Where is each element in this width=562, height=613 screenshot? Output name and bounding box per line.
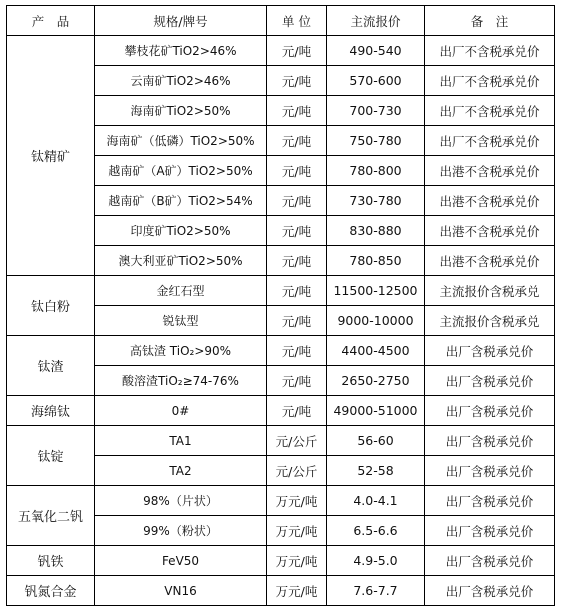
note-cell: 出厂含税承兑价	[425, 426, 555, 456]
note-cell: 出港不含税承兑价	[425, 216, 555, 246]
spec-cell: 酸溶渣TiO₂≥74-76%	[95, 366, 267, 396]
spec-cell: TA2	[95, 456, 267, 486]
spec-cell: 金红石型	[95, 276, 267, 306]
price-cell: 4.9-5.0	[327, 546, 425, 576]
unit-cell: 万元/吨	[267, 576, 327, 606]
table-row	[7, 426, 555, 456]
unit-cell: 元/吨	[267, 276, 327, 306]
product-name-cell: 五氧化二钒	[7, 486, 95, 546]
note-cell: 出港不含税承兑价	[425, 186, 555, 216]
price-cell: 4.0-4.1	[327, 486, 425, 516]
spec-cell: TA1	[95, 426, 267, 456]
spec-cell: 高钛渣 TiO₂>90%	[95, 336, 267, 366]
product-name-cell: 钒氮合金	[7, 576, 95, 606]
table-row	[7, 576, 555, 606]
product-name-cell: 钛精矿	[7, 36, 95, 276]
note-cell: 出厂含税承兑价	[425, 576, 555, 606]
price-cell: 52-58	[327, 456, 425, 486]
spec-cell: 锐钛型	[95, 306, 267, 336]
table-body	[7, 36, 555, 606]
unit-cell: 元/吨	[267, 396, 327, 426]
unit-cell: 元/吨	[267, 186, 327, 216]
table-row	[7, 336, 555, 366]
unit-cell: 元/吨	[267, 66, 327, 96]
note-cell: 出厂不含税承兑价	[425, 96, 555, 126]
note-cell: 出港不含税承兑价	[425, 156, 555, 186]
spec-cell: FeV50	[95, 546, 267, 576]
product-name-cell: 钒铁	[7, 546, 95, 576]
price-cell: 700-730	[327, 96, 425, 126]
price-cell: 780-850	[327, 246, 425, 276]
note-cell: 出厂含税承兑价	[425, 456, 555, 486]
product-name-cell: 钛白粉	[7, 276, 95, 336]
header-note: 备 注	[425, 6, 555, 36]
spec-cell: 99%（粉状）	[95, 516, 267, 546]
table-row	[7, 546, 555, 576]
price-cell: 830-880	[327, 216, 425, 246]
unit-cell: 元/吨	[267, 246, 327, 276]
note-cell: 出厂含税承兑价	[425, 396, 555, 426]
unit-cell: 万元/吨	[267, 516, 327, 546]
header-spec: 规格/牌号	[95, 6, 267, 36]
note-cell: 主流报价含税承兑	[425, 276, 555, 306]
note-cell: 出港不含税承兑价	[425, 246, 555, 276]
spec-cell: VN16	[95, 576, 267, 606]
spec-cell: 越南矿（A矿）TiO2>50%	[95, 156, 267, 186]
header-unit: 单 位	[267, 6, 327, 36]
price-cell: 730-780	[327, 186, 425, 216]
unit-cell: 元/吨	[267, 336, 327, 366]
note-cell: 出厂不含税承兑价	[425, 66, 555, 96]
price-cell: 4400-4500	[327, 336, 425, 366]
product-name-cell: 钛渣	[7, 336, 95, 396]
price-cell: 9000-10000	[327, 306, 425, 336]
note-cell: 出厂含税承兑价	[425, 516, 555, 546]
price-cell: 780-800	[327, 156, 425, 186]
unit-cell: 元/公斤	[267, 426, 327, 456]
price-cell: 56-60	[327, 426, 425, 456]
spec-cell: 印度矿TiO2>50%	[95, 216, 267, 246]
unit-cell: 元/吨	[267, 96, 327, 126]
note-cell: 出厂含税承兑价	[425, 366, 555, 396]
header-price: 主流报价	[327, 6, 425, 36]
unit-cell: 元/吨	[267, 36, 327, 66]
price-cell: 6.5-6.6	[327, 516, 425, 546]
price-table-container	[6, 5, 555, 606]
price-cell: 570-600	[327, 66, 425, 96]
price-cell: 49000-51000	[327, 396, 425, 426]
price-cell: 11500-12500	[327, 276, 425, 306]
spec-cell: 海南矿TiO2>50%	[95, 96, 267, 126]
spec-cell: 攀枝花矿TiO2>46%	[95, 36, 267, 66]
table-row	[7, 486, 555, 516]
unit-cell: 元/吨	[267, 156, 327, 186]
product-name-cell: 海绵钛	[7, 396, 95, 426]
price-table	[6, 5, 555, 606]
spec-cell: 海南矿（低磷）TiO2>50%	[95, 126, 267, 156]
price-cell: 2650-2750	[327, 366, 425, 396]
table-row	[7, 276, 555, 306]
table-header-row	[7, 6, 555, 36]
note-cell: 主流报价含税承兑	[425, 306, 555, 336]
unit-cell: 元/吨	[267, 216, 327, 246]
unit-cell: 元/吨	[267, 366, 327, 396]
spec-cell: 越南矿（B矿）TiO2>54%	[95, 186, 267, 216]
price-cell: 7.6-7.7	[327, 576, 425, 606]
spec-cell: 98%（片状）	[95, 486, 267, 516]
table-row	[7, 396, 555, 426]
table-row	[7, 36, 555, 66]
note-cell: 出厂含税承兑价	[425, 486, 555, 516]
note-cell: 出厂不含税承兑价	[425, 126, 555, 156]
price-cell: 490-540	[327, 36, 425, 66]
header-product: 产 品	[7, 6, 95, 36]
note-cell: 出厂不含税承兑价	[425, 36, 555, 66]
spec-cell: 云南矿TiO2>46%	[95, 66, 267, 96]
unit-cell: 万元/吨	[267, 546, 327, 576]
spec-cell: 0#	[95, 396, 267, 426]
note-cell: 出厂含税承兑价	[425, 336, 555, 366]
unit-cell: 元/吨	[267, 126, 327, 156]
price-cell: 750-780	[327, 126, 425, 156]
product-name-cell: 钛锭	[7, 426, 95, 486]
unit-cell: 万元/吨	[267, 486, 327, 516]
unit-cell: 元/公斤	[267, 456, 327, 486]
unit-cell: 元/吨	[267, 306, 327, 336]
spec-cell: 澳大利亚矿TiO2>50%	[95, 246, 267, 276]
note-cell: 出厂含税承兑价	[425, 546, 555, 576]
